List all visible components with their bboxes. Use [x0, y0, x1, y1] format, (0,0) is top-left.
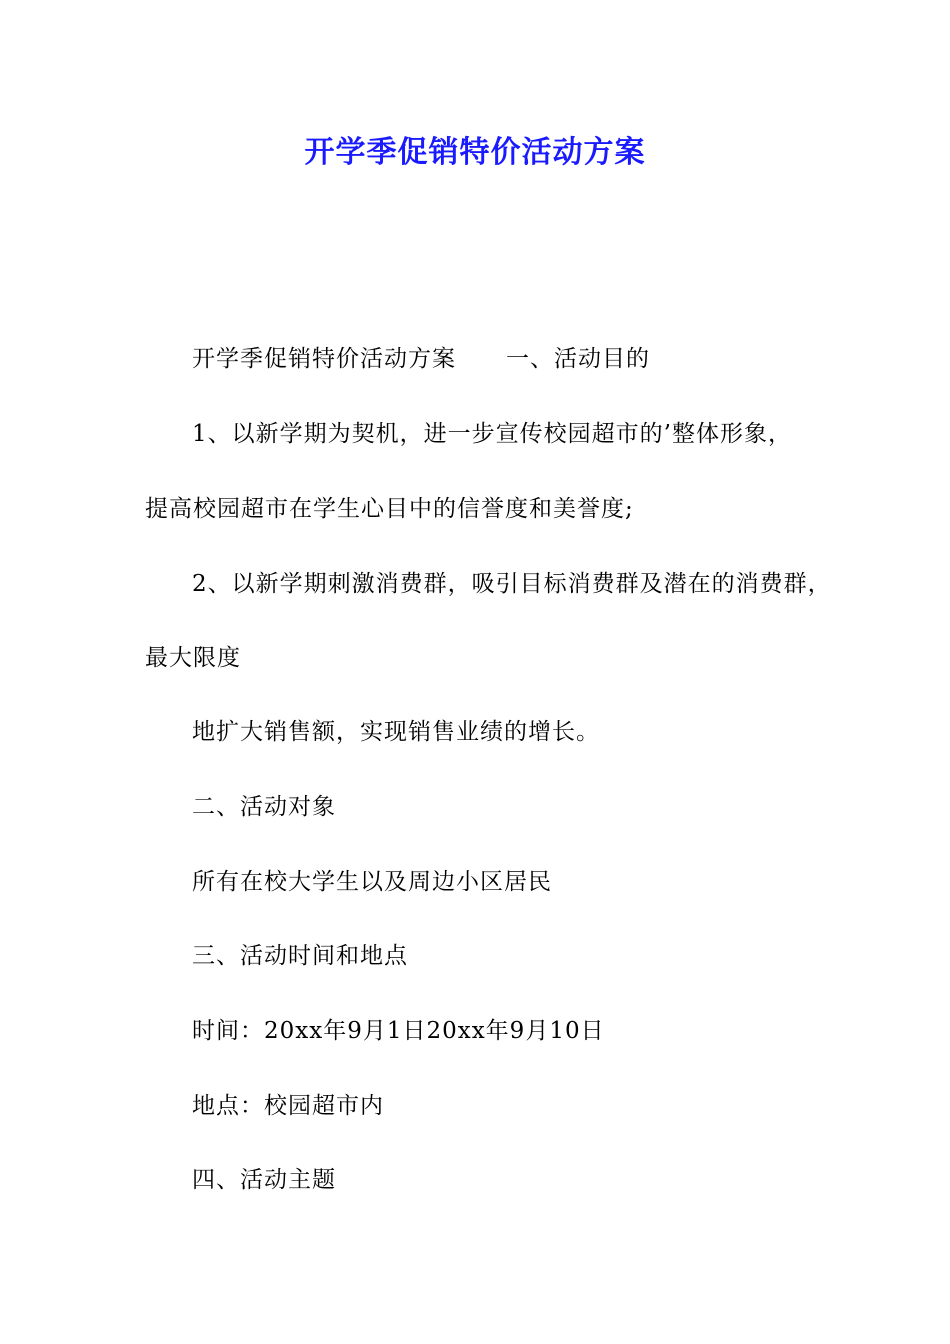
paragraph-line: 1、以新学期为契机，进一步宣传校园超市的’整体形象，: [192, 421, 792, 447]
paragraph-line: 最大限度: [145, 645, 241, 671]
paragraph-line: 地点：校园超市内: [192, 1093, 384, 1119]
section-heading-target: 二、活动对象: [192, 794, 336, 820]
first-line: [192, 344, 650, 374]
paragraph-line: 提高校园超市在学生心目中的信誉度和美誉度;: [145, 496, 634, 522]
paragraph-line: 时间：20xx年9月1日20xx年9月10日: [192, 1018, 605, 1044]
section-heading-time-place: 三、活动时间和地点: [192, 943, 408, 969]
paragraph-line: 所有在校大学生以及周边小区居民: [192, 869, 552, 895]
document-title: 开学季促销特价活动方案: [304, 135, 646, 170]
section-heading-theme: 四、活动主题: [192, 1167, 336, 1193]
paragraph-line: 2、以新学期刺激消费群，吸引目标消费群及潜在的消费群，: [192, 571, 832, 597]
section-heading-goal: 一、活动目的: [506, 346, 650, 372]
paragraph-line: 地扩大销售额，实现销售业绩的增长。: [192, 719, 600, 745]
intro-title-text: 开学季促销特价活动方案: [192, 346, 456, 372]
